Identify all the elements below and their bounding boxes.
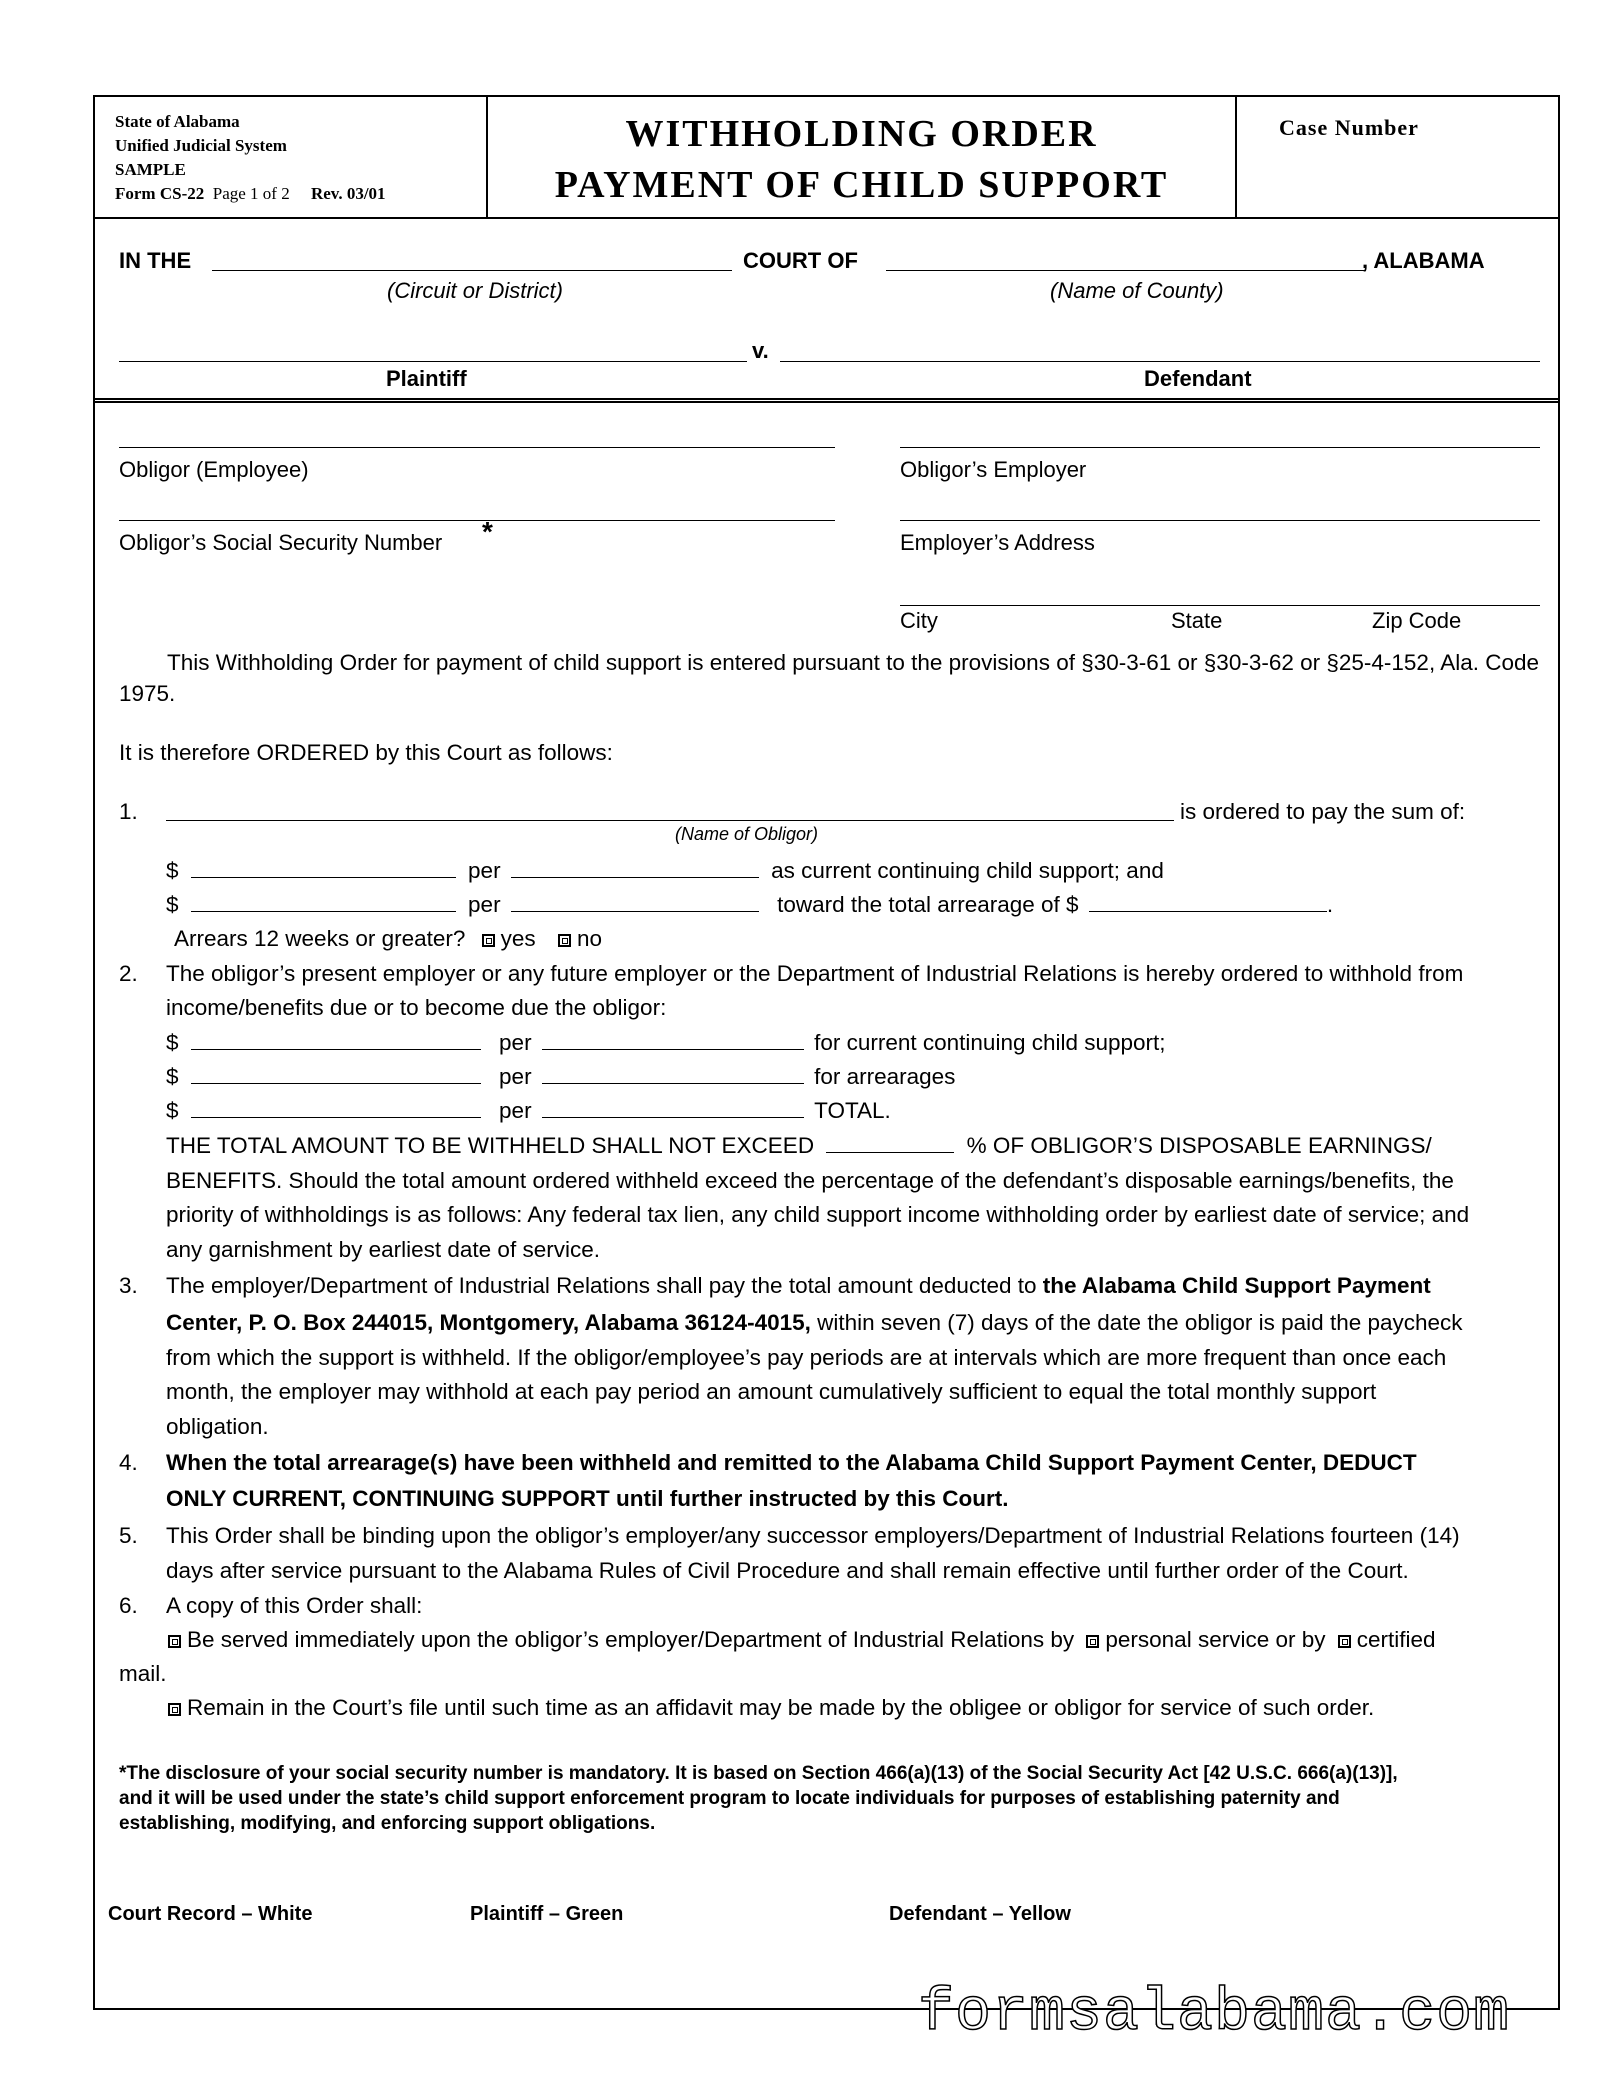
ssn-asterisk: *	[482, 516, 493, 547]
plaintiff-label: Plaintiff	[386, 366, 467, 391]
arrears-yes-checkbox[interactable]	[482, 934, 495, 947]
plaintiff-field[interactable]	[119, 361, 747, 362]
city-label: City	[900, 608, 938, 633]
court-of-label: COURT OF	[743, 248, 858, 273]
case-number-label: Case Number	[1279, 115, 1419, 140]
arrearage-text: toward the total arrearage of $	[777, 892, 1079, 917]
item2-row2	[166, 1059, 955, 1094]
per-label: per	[468, 892, 501, 917]
state-label-field: State	[1171, 608, 1223, 633]
defendant-label: Defendant	[1144, 366, 1252, 391]
court-system-info	[115, 110, 386, 206]
remain-text: Remain in the Court’s file until such time as an affidavit may be made by the obligee or obligor for service of such order.	[187, 1695, 1375, 1720]
item3-line5: obligation.	[166, 1414, 269, 1439]
employer-field[interactable]	[900, 447, 1540, 448]
obligor-field[interactable]	[119, 447, 835, 448]
item1-row2	[166, 887, 1333, 922]
county-hint: (Name of County)	[1050, 278, 1224, 303]
item2-line3: priority of withholdings is as follows: Any federal tax lien, any child support income withholding order by earliest date of service; and	[166, 1202, 1470, 1227]
remain-in-file-checkbox[interactable]	[168, 1703, 181, 1716]
withhold-arrears-text: for arrearages	[814, 1064, 956, 1089]
dollar-sign: $	[166, 1064, 179, 1089]
item5-number: 5.	[119, 1523, 138, 1548]
dollar-sign: $	[166, 892, 179, 917]
ssn-field[interactable]	[119, 520, 835, 521]
disclosure-line3: establishing, modifying, and enforcing support obligations.	[119, 1813, 656, 1834]
employer-address-field[interactable]	[900, 520, 1540, 521]
period-mark: .	[1326, 892, 1334, 917]
item4-number: 4.	[119, 1450, 138, 1475]
versus-label: v.	[752, 338, 769, 363]
personal-service-label: personal service or by	[1105, 1627, 1326, 1652]
circuit-hint: (Circuit or District)	[387, 278, 563, 303]
item3-line4: month, the employer may withhold at each pay period an amount cumulatively sufficient to equal the total monthly support	[166, 1379, 1377, 1404]
obligor-name-hint: (Name of Obligor)	[675, 824, 819, 844]
exceed-text-a: THE TOTAL AMOUNT TO BE WITHHELD SHALL NOT EXCEED	[166, 1133, 815, 1158]
item3-line1	[166, 1268, 1431, 1303]
max-percent-field[interactable]	[826, 1130, 954, 1153]
served-checkbox[interactable]	[168, 1635, 181, 1648]
disclosure-line1: *The disclosure of your social security number is mandatory. It is based on Section 466(a)(13) of the Social Security Act [42 U.S.C. 666(a)(13)],	[119, 1763, 1398, 1784]
item5-line2: days after service pursuant to the Alabama Rules of Civil Procedure and shall remain effective until further order of the Court.	[166, 1558, 1409, 1583]
item3-text-a: The employer/Department of Industrial Relations shall pay the total amount deducted to	[166, 1273, 1043, 1298]
no-label: no	[576, 926, 602, 951]
item3-line2	[166, 1305, 1463, 1340]
item2-row1	[166, 1025, 1166, 1060]
per-label: per	[499, 1098, 532, 1123]
item1-pay-text: is ordered to pay the sum of:	[1180, 799, 1466, 824]
obligor-label: Obligor (Employee)	[119, 457, 309, 482]
withhold-arrears-amount-field[interactable]	[191, 1061, 481, 1084]
item6-served-line	[166, 1622, 1436, 1657]
form-title-line1: WITHHOLDING ORDER	[625, 113, 1098, 155]
form-title-line2: PAYMENT OF CHILD SUPPORT	[554, 164, 1169, 206]
intro-paragraph: This Withholding Order for payment of child support is entered pursuant to the provisions of §30-3-61 or §30-3-62 or §25-4-152, Ala. Code 1975.	[119, 650, 1540, 706]
arrears-no-checkbox[interactable]	[558, 934, 571, 947]
arrears-question: Arrears 12 weeks or greater?	[174, 926, 466, 951]
item2-row3	[166, 1093, 891, 1128]
city-state-zip-field[interactable]	[900, 605, 1540, 606]
per-label: per	[499, 1030, 532, 1055]
obligor-name-field[interactable]	[166, 820, 1174, 821]
case-number-field[interactable]	[1240, 150, 1555, 210]
item1-row1	[166, 853, 1164, 888]
item6-remain-line	[166, 1690, 1374, 1725]
exceed-text-b: % OF OBLIGOR’S DISPOSABLE EARNINGS/	[966, 1133, 1432, 1158]
withhold-arrears-period-field[interactable]	[542, 1061, 804, 1084]
item4-line2: ONLY CURRENT, CONTINUING SUPPORT until further instructed by this Court.	[166, 1486, 1009, 1511]
item2-text2: income/benefits due or to become due the obligor:	[166, 995, 667, 1020]
dollar-sign: $	[166, 1030, 179, 1055]
sample-label: SAMPLE	[115, 160, 186, 179]
withhold-total-text: TOTAL.	[814, 1098, 891, 1123]
per-label: per	[468, 858, 501, 883]
withhold-total-period-field[interactable]	[542, 1095, 804, 1118]
ssn-label: Obligor’s Social Security Number	[119, 530, 443, 555]
dollar-sign: $	[166, 858, 179, 883]
withhold-current-amount-field[interactable]	[191, 1027, 481, 1050]
item2-line4: any garnishment by earliest date of service.	[166, 1237, 600, 1262]
copy-court-record: Court Record – White	[108, 1903, 313, 1925]
item3-number: 3.	[119, 1273, 138, 1298]
form-id-line	[115, 182, 386, 206]
arrearage-amount-field[interactable]	[191, 889, 456, 912]
served-text: Be served immediately upon the obligor’s employer/Department of Industrial Relations by	[187, 1627, 1075, 1652]
form-id: Form CS-22	[115, 184, 205, 203]
item3-text-b: within seven (7) days of the date the obligor is paid the paycheck	[810, 1310, 1463, 1335]
page-number: Page 1 of 2	[212, 184, 290, 203]
alabama-label: , ALABAMA	[1362, 248, 1485, 273]
mail-label: mail.	[119, 1661, 167, 1686]
payment-center-address: Center, P. O. Box 244015, Montgomery, Alabama 36124-4015,	[166, 1310, 811, 1335]
item5-line1: This Order shall be binding upon the obligor’s employer/any successor employers/Department of Industrial Relations fourteen (14)	[166, 1523, 1460, 1548]
header-divider-right	[1235, 95, 1237, 217]
employer-label: Obligor’s Employer	[900, 457, 1087, 482]
section-double-rule	[93, 398, 1560, 403]
per-label: per	[499, 1064, 532, 1089]
disclosure-line2: and it will be used under the state’s child support enforcement program to locate individuals for purposes of establishing paternity and	[119, 1788, 1340, 1809]
arrearage-period-field[interactable]	[511, 889, 759, 912]
system-label: Unified Judicial System	[115, 136, 287, 155]
item2-exceed-line	[166, 1128, 1432, 1163]
county-field[interactable]	[886, 270, 1366, 271]
zip-label: Zip Code	[1372, 608, 1462, 633]
dollar-sign: $	[166, 1098, 179, 1123]
revision: Rev. 03/01	[310, 184, 386, 203]
item1-number: 1.	[119, 799, 138, 824]
item6-number: 6.	[119, 1593, 138, 1618]
circuit-or-district-field[interactable]	[212, 270, 732, 271]
item4-line1: When the total arrearage(s) have been withheld and remitted to the Alabama Child Support Payment Center, DEDUCT	[166, 1450, 1417, 1475]
copy-defendant: Defendant – Yellow	[889, 1903, 1071, 1925]
current-period-field[interactable]	[511, 855, 759, 878]
total-arrearage-field[interactable]	[1089, 889, 1327, 912]
withhold-current-text: for current continuing child support;	[814, 1030, 1166, 1055]
copy-plaintiff: Plaintiff – Green	[470, 1903, 624, 1925]
withhold-total-amount-field[interactable]	[191, 1095, 481, 1118]
item3-bold-a: the Alabama Child Support Payment	[1042, 1273, 1431, 1298]
item2-text1: The obligor’s present employer or any future employer or the Department of Industrial Relations is hereby ordered to withhold from	[166, 961, 1464, 986]
certified-label: certified	[1356, 1627, 1436, 1652]
item3-line3: from which the support is withheld. If the obligor/employee’s pay periods are at intervals which are more frequent than once each	[166, 1345, 1447, 1370]
personal-service-checkbox[interactable]	[1086, 1635, 1099, 1648]
item6-intro: A copy of this Order shall:	[166, 1593, 423, 1618]
current-amount-field[interactable]	[191, 855, 456, 878]
defendant-field[interactable]	[780, 361, 1540, 362]
current-support-text: as current continuing child support; and	[771, 858, 1164, 883]
state-label: State of Alabama	[115, 112, 240, 131]
in-the-label: IN THE	[119, 248, 192, 273]
ordered-statement: It is therefore ORDERED by this Court as follows:	[119, 740, 613, 765]
withhold-current-period-field[interactable]	[542, 1027, 804, 1050]
item2-number: 2.	[119, 961, 138, 986]
arrears-question-row	[174, 921, 602, 956]
certified-mail-checkbox[interactable]	[1338, 1635, 1351, 1648]
watermark: formsalabama.com	[918, 1980, 1511, 2048]
item2-line2: BENEFITS. Should the total amount ordered withheld exceed the percentage of the defendant’s disposable earnings/benefits, the	[166, 1168, 1454, 1193]
yes-label: yes	[500, 926, 536, 951]
address-label: Employer’s Address	[900, 530, 1095, 555]
